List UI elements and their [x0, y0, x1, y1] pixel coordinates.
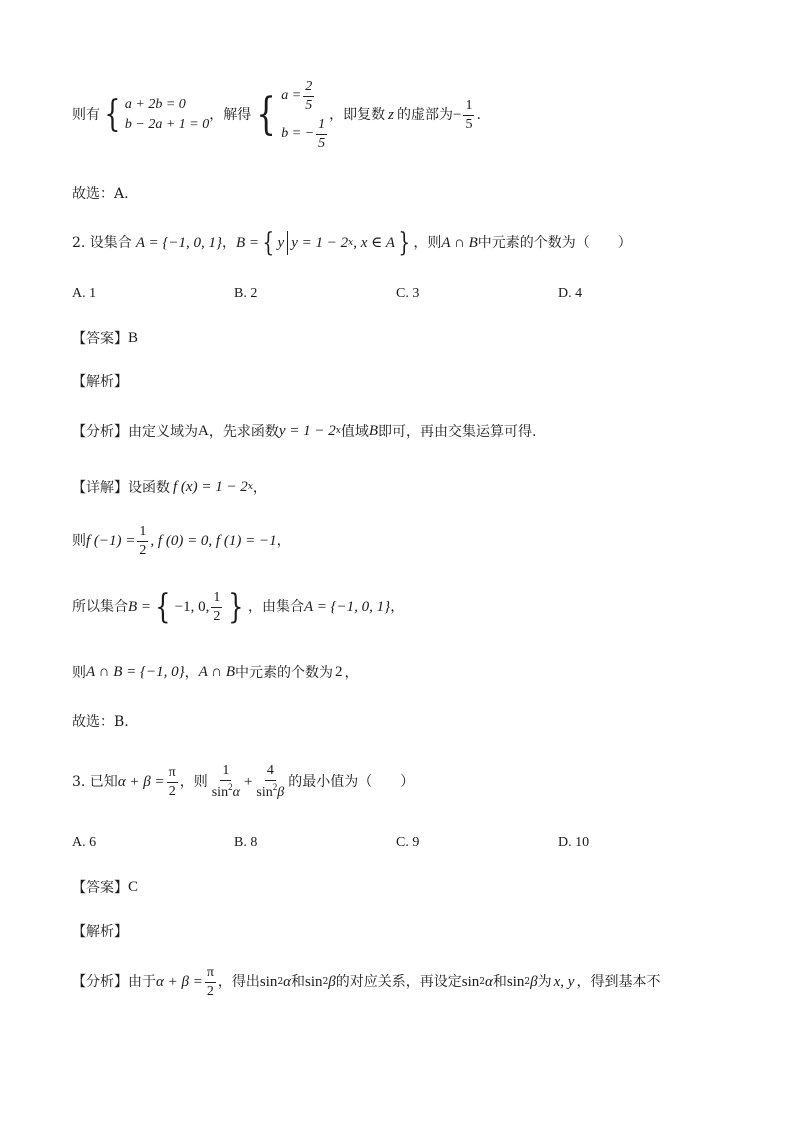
math: sin — [506, 973, 525, 990]
exponent: 2 — [228, 782, 233, 792]
text: 为 — [537, 974, 552, 990]
math: sin — [305, 973, 323, 990]
numerator: 2 — [303, 80, 314, 97]
option-d: D. 4 — [558, 286, 583, 301]
numerator: 1 — [137, 525, 148, 542]
text: ， — [344, 664, 359, 681]
equation-row: a + 2b = 0 — [124, 96, 186, 112]
math: B = — [128, 598, 152, 615]
math: A — [198, 423, 209, 439]
numerator: 1 — [220, 764, 231, 781]
set-bar — [287, 231, 288, 255]
text: ，解得 — [209, 107, 252, 123]
math: + — [243, 773, 253, 790]
answer-line — [72, 880, 138, 895]
answer-tag: 【答案】 — [72, 330, 128, 347]
fraction — [303, 80, 314, 113]
math: β — [530, 973, 538, 990]
math: x, y — [553, 973, 575, 990]
text: . — [476, 107, 481, 123]
math: B = — [235, 234, 259, 251]
answer-value: B — [128, 330, 139, 346]
text: 的最小值为（ ） — [288, 774, 415, 790]
math: y — [277, 234, 285, 251]
math: α — [283, 973, 292, 990]
option-c: C. 3 — [396, 286, 420, 301]
math: A = {−1, 0, 1} — [304, 598, 391, 615]
denominator: 5 — [305, 97, 313, 113]
exponent: 2 — [524, 976, 531, 987]
math: α + β = — [117, 773, 165, 790]
exponent: x — [247, 482, 253, 492]
numerator: π — [205, 966, 216, 983]
text: ， — [252, 479, 267, 496]
denominator — [254, 781, 286, 800]
math: A ∩ B — [198, 664, 236, 680]
answer-line — [72, 331, 138, 346]
exponent: x — [348, 237, 354, 248]
text: 由定义域为 — [128, 423, 198, 440]
text: ， — [184, 664, 199, 681]
exponent: 2 — [322, 976, 329, 987]
numerator: 1 — [463, 99, 474, 116]
exponent: 2 — [272, 782, 278, 792]
math: −1, 0, — [174, 598, 210, 615]
text: ， — [390, 599, 405, 615]
xiangjie-line-2 — [72, 523, 291, 559]
var: β — [277, 785, 285, 800]
answer-value: C — [128, 879, 139, 895]
left-brace: { — [262, 228, 275, 258]
text: 【分析】 — [72, 974, 128, 990]
left-brace: { — [104, 94, 121, 135]
denominator: 2 — [213, 608, 221, 624]
option-b: B. 2 — [234, 286, 258, 301]
option-a: A. 6 — [72, 835, 97, 850]
question-2-stem — [72, 230, 632, 256]
right-brace: } — [398, 228, 410, 258]
math: y = 1 − 2 — [278, 423, 336, 439]
option-b: B. 8 — [234, 835, 258, 850]
text: 2. 设集合 — [72, 235, 132, 251]
fraction — [137, 525, 148, 558]
fraction — [463, 99, 474, 132]
answer-tag: 【答案】 — [72, 879, 128, 896]
math: A ∩ B = {−1, 0} — [86, 664, 185, 680]
math: − — [453, 106, 462, 123]
text: 则有 — [72, 107, 100, 123]
xiangjie-line-4 — [72, 665, 359, 680]
math: A ∩ B — [441, 234, 478, 251]
fraction — [254, 764, 286, 800]
fraction — [210, 764, 242, 800]
xiangjie-line-1 — [72, 480, 267, 495]
math: , f (0) = 0, f (1) = −1 — [150, 532, 277, 549]
text: a = — [281, 88, 302, 103]
solution-line-system — [72, 72, 481, 158]
exponent: 2 — [479, 976, 486, 987]
text: ，先求函数 — [208, 423, 279, 440]
math: z — [388, 106, 394, 123]
left-brace: { — [155, 587, 171, 627]
exponent: x — [335, 426, 341, 436]
text: 和 — [492, 974, 507, 990]
text: 所以集合 — [72, 599, 128, 615]
text: 中元素的个数为（ ） — [477, 235, 632, 251]
text: ，由集合 — [248, 599, 305, 615]
text: 【详解】 — [72, 479, 128, 496]
text: 的对应关系，再设定 — [335, 974, 462, 990]
text: 值域 — [340, 423, 369, 440]
text: 3. 已知 — [72, 774, 118, 790]
text: 设函数 — [128, 479, 170, 496]
fraction — [316, 118, 327, 151]
text: ，即复数 — [329, 107, 386, 123]
right-brace: } — [228, 587, 244, 627]
left-brace: { — [256, 89, 277, 140]
fraction — [205, 966, 216, 999]
math: sin — [259, 973, 278, 990]
text: ， — [276, 533, 291, 549]
xiangjie-line-3 — [72, 587, 404, 627]
select-line: 故选：A. — [72, 186, 129, 202]
math: y = 1 − 2 — [291, 234, 349, 251]
text: 则 — [72, 664, 86, 681]
question-3-stem — [72, 760, 414, 804]
analysis-tag: 【解析】 — [72, 924, 128, 940]
var: α — [232, 785, 240, 800]
equation-row — [281, 77, 329, 115]
option-d: D. 10 — [558, 835, 590, 850]
option-c: C. 9 — [396, 835, 420, 850]
math: 2 — [335, 664, 343, 680]
select-line-2: 故选：B. — [72, 714, 129, 730]
math: A = {−1, 0, 1} — [135, 234, 222, 251]
denominator: 2 — [206, 983, 214, 999]
math: α + β = — [156, 973, 203, 990]
equation-system-2 — [281, 77, 329, 153]
fenxi-line — [72, 424, 536, 439]
math: B — [368, 423, 378, 439]
math: , x ∈ A — [353, 234, 395, 251]
text: 的虚部为 — [397, 107, 453, 123]
denominator: 5 — [465, 116, 473, 132]
text: ，则 — [179, 774, 208, 790]
exponent: 2 — [277, 976, 284, 987]
text: ，得出 — [217, 974, 260, 990]
numerator: 4 — [265, 764, 276, 781]
text: 【分析】 — [72, 423, 128, 440]
text: 中元素的个数为 — [235, 664, 334, 681]
numerator: 1 — [211, 591, 222, 608]
option-a: A. 1 — [72, 286, 97, 301]
text: 即可，再由交集运算可得. — [378, 423, 537, 440]
numerator: 1 — [316, 118, 327, 135]
denominator: 5 — [318, 135, 326, 151]
denominator: 2 — [139, 542, 147, 558]
math: f (−1) = — [86, 532, 136, 549]
math: sin — [461, 973, 480, 990]
sin: sin — [211, 785, 229, 800]
denominator: 2 — [168, 783, 176, 799]
fraction — [167, 766, 178, 799]
text: 由于 — [128, 974, 156, 990]
math: α — [485, 973, 493, 990]
math: f (x) = 1 − 2 — [173, 479, 248, 495]
equation-row: b − 2a + 1 = 0 — [124, 117, 210, 132]
equation-system-1 — [125, 95, 209, 136]
analysis-tag: 【解析】 — [72, 374, 128, 390]
equation-row — [281, 115, 329, 153]
math: β — [328, 973, 336, 990]
text: 则 — [72, 533, 86, 549]
numerator: π — [167, 766, 178, 783]
text: ，得到基本不 — [576, 974, 661, 990]
text: ，则 — [413, 235, 442, 251]
sin: sin — [256, 785, 273, 800]
denominator — [210, 781, 242, 800]
text: 和 — [291, 974, 306, 990]
fraction — [211, 591, 222, 624]
text: ， — [221, 235, 236, 251]
text: b = − — [281, 126, 315, 141]
fenxi-line-q3 — [72, 962, 660, 1002]
